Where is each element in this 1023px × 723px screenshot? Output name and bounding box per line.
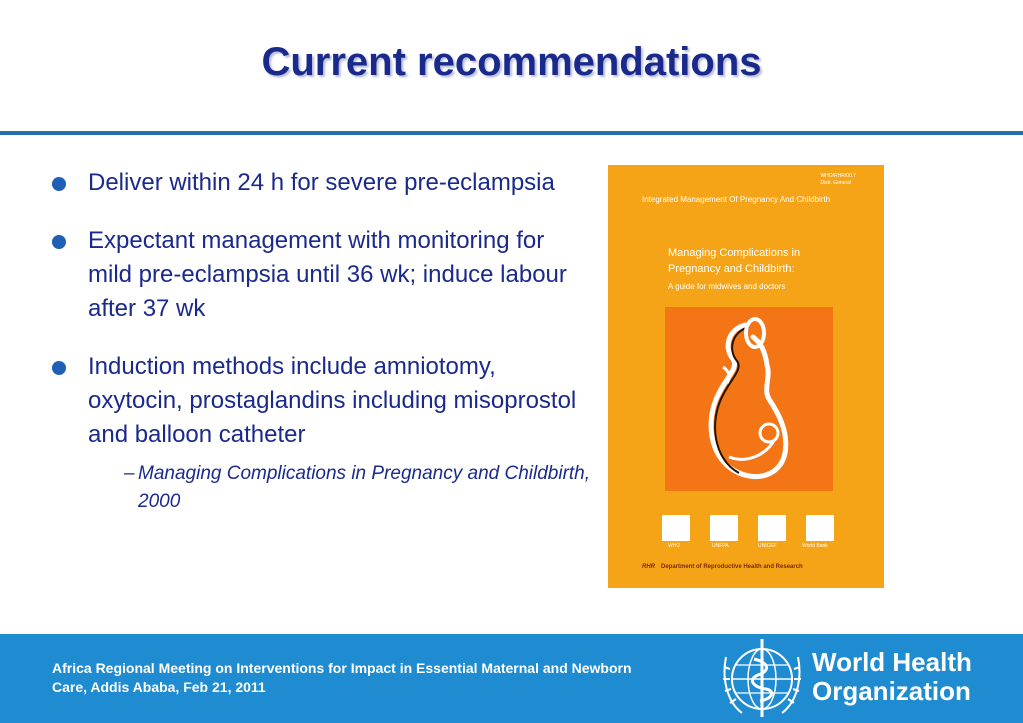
bullet-item — [52, 166, 592, 200]
org-name-line: World Health — [812, 647, 972, 677]
sub-bullet-dash: – — [124, 463, 135, 484]
bullet-dot-icon — [52, 235, 66, 249]
footer-bar — [0, 634, 1023, 723]
cover-series-title: Integrated Management Of Pregnancy And Childbirth — [642, 195, 831, 204]
cover-title-line: Pregnancy and Childbirth: — [668, 263, 795, 275]
pregnant-woman-icon — [665, 307, 833, 491]
world-bank-logo-icon — [806, 515, 834, 541]
cover-book-title — [668, 245, 800, 277]
pregnant-woman-illustration — [665, 307, 833, 491]
partner-name: UNICEF — [758, 543, 777, 549]
partner-logos — [662, 515, 842, 547]
department-name: Department of Reproductive Health and Research — [661, 564, 803, 570]
partner-name: UNFPA — [712, 543, 729, 549]
bullet-text: Deliver within 24 h for severe pre-eclampsia — [88, 169, 555, 196]
footer-line: Africa Regional Meeting on Interventions for Impact in Essential Maternal and Newborn — [52, 660, 632, 676]
cover-title-line: Managing Complications in — [668, 247, 801, 259]
bullet-item — [52, 350, 592, 516]
unfpa-logo-icon — [710, 515, 738, 541]
footer-event-text — [52, 659, 672, 697]
cover-book-subtitle: A guide for midwives and doctors — [668, 282, 786, 291]
bullet-text: Induction methods include amniotomy, oxytocin, prostaglandins including misoprostol and balloon catheter — [88, 353, 577, 448]
footer-line: Care, Addis Ababa, Feb 21, 2011 — [52, 679, 266, 695]
who-logo-icon — [662, 515, 690, 541]
cover-ref-line: WHO/RHR/00.7 — [820, 173, 856, 179]
bullet-dot-icon — [52, 361, 66, 375]
book-cover-image — [608, 165, 884, 588]
partner-name: World Bank — [802, 543, 828, 549]
rhr-logo: RHR — [642, 564, 655, 570]
bullet-text: Expectant management with monitoring for mild pre-eclampsia until 36 wk; induce labour after 37 wk — [88, 227, 567, 322]
cover-reference — [820, 173, 856, 187]
bullet-item — [52, 224, 592, 326]
slide-title: Current recommendations — [261, 40, 762, 84]
sub-bullet-text: Managing Complications in Pregnancy and Childbirth, 2000 — [138, 463, 591, 512]
sub-bullet — [88, 460, 592, 516]
who-emblem-icon — [718, 637, 806, 719]
org-name-line: Organization — [812, 676, 971, 706]
cover-department — [642, 564, 803, 570]
bullet-dot-icon — [52, 177, 66, 191]
unicef-logo-icon — [758, 515, 786, 541]
who-wordmark — [812, 648, 972, 706]
bullet-list — [52, 166, 592, 540]
partner-name: WHO — [668, 543, 681, 549]
title-divider — [0, 131, 1023, 135]
cover-ref-line: Distr. General — [820, 180, 852, 186]
